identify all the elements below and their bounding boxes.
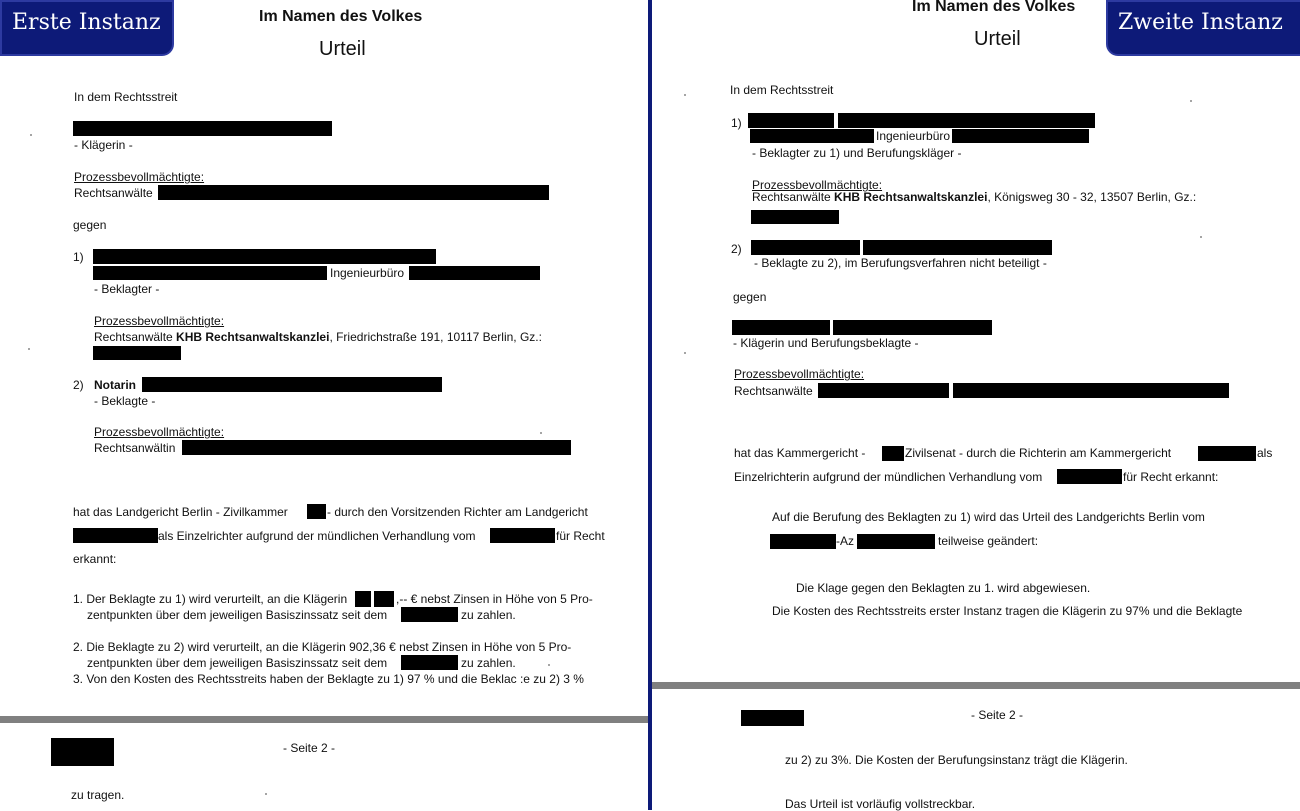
redaction	[374, 591, 394, 607]
right-klaegerin-role: - Klägerin und Berufungsbeklagte -	[733, 336, 919, 350]
right-title: Urteil	[974, 28, 1021, 50]
left-court-2b: für Recht	[556, 529, 605, 543]
left-n2: 2)	[73, 378, 84, 392]
right-pb-label: Prozessbevollmächtigte:	[752, 178, 883, 192]
right-ra-prefix: Rechtsanwälte	[734, 384, 813, 398]
left-khb-line: Rechtsanwälte KHB Rechtsanwaltskanzlei, Friedrichstraße 191, 10117 Berlin, Gz.:	[94, 330, 542, 344]
right-n1: 1)	[731, 116, 742, 130]
right-ingenieurbuero: Ingenieurbüro	[876, 129, 951, 143]
left-p2-a: 2. Die Beklagte zu 2) wird verurteilt, an die Klägerin 902,36 € nebst Zinsen in Höhe von 5 Pro-	[73, 640, 572, 654]
left-title: Urteil	[319, 38, 366, 60]
left-klaegerin-role: - Klägerin -	[74, 138, 133, 152]
redaction	[751, 240, 860, 255]
left-p3: 3. Von den Kosten des Rechtsstreits haben der Beklagte zu 1) 97 % und die Beklac :e zu 2) 3 %	[73, 672, 584, 686]
second-instance-badge: Zweite Instanz	[1106, 0, 1300, 56]
right-header: Im Namen des Volkes	[912, 0, 1076, 15]
right-court-2a: Einzelrichterin aufgrund der mündlichen Verhandlung vom	[734, 470, 1043, 484]
redaction	[838, 113, 1095, 128]
left-header: Im Namen des Volkes	[259, 8, 423, 25]
page-break	[652, 682, 1300, 689]
redaction	[158, 185, 549, 200]
right-court-1b: Zivilsenat - durch die Richterin am Kammergericht	[905, 446, 1172, 460]
right-intro: In dem Rechtsstreit	[730, 83, 834, 97]
left-court-1a: hat das Landgericht Berlin - Zivilkammer	[73, 505, 288, 519]
left-n1: 1)	[73, 250, 84, 264]
redaction	[182, 440, 571, 455]
right-khb-line: Rechtsanwälte KHB Rechtsanwaltskanzlei, Königsweg 30 - 32, 13507 Berlin, Gz.:	[752, 190, 1197, 204]
left-p1-c: zentpunkten über dem jeweiligen Basiszinssatz seit dem	[87, 608, 388, 622]
redaction	[307, 504, 326, 519]
scan-speck	[540, 432, 542, 434]
left-p1-d: zu zahlen.	[461, 608, 516, 622]
left-rain-prefix: Rechtsanwältin	[94, 441, 176, 455]
redaction	[952, 129, 1089, 143]
left-court-2a: als Einzelrichter aufgrund der mündlichen Verhandlung vom	[158, 529, 476, 543]
left-beklagte-role: - Beklagte -	[94, 394, 156, 408]
scan-speck	[1200, 236, 1202, 238]
redaction	[770, 534, 836, 549]
redaction	[409, 266, 540, 280]
redaction	[142, 377, 442, 392]
left-pb-label: Prozessbevollmächtigte:	[74, 170, 205, 184]
right-court-1c: als	[1257, 446, 1273, 460]
scan-speck	[28, 348, 30, 350]
right-p4: zu 2) zu 3%. Die Kosten der Berufungsinstanz trägt die Klägerin.	[785, 753, 1128, 767]
right-p2: Die Klage gegen den Beklagten zu 1. wird abgewiesen.	[796, 581, 1091, 595]
right-gegen: gegen	[733, 290, 767, 304]
left-gegen: gegen	[73, 218, 107, 232]
scan-speck	[684, 94, 686, 96]
left-ingenieurbuero: Ingenieurbüro	[330, 266, 405, 280]
left-court-3: erkannt:	[73, 552, 117, 566]
redaction	[73, 528, 158, 543]
redaction	[1198, 446, 1256, 461]
right-pb-label-2: Prozessbevollmächtigte:	[734, 367, 865, 381]
scan-speck	[265, 793, 267, 795]
redaction	[1057, 469, 1122, 484]
left-pb-label-2: Prozessbevollmächtigte:	[94, 314, 225, 328]
redaction	[748, 113, 834, 128]
redaction	[93, 346, 181, 360]
redaction	[741, 710, 804, 726]
redaction	[863, 240, 1052, 255]
left-notarin: Notarin	[94, 378, 136, 392]
redaction	[93, 249, 436, 264]
page-break	[0, 716, 648, 723]
redaction	[750, 129, 874, 143]
scan-speck	[30, 134, 32, 136]
left-p1-a: 1. Der Beklagte zu 1) wird verurteilt, an die Klägerin	[73, 592, 348, 606]
redaction	[732, 320, 830, 335]
redaction	[51, 738, 114, 766]
left-pb-label-3: Prozessbevollmächtigte:	[94, 425, 225, 439]
right-p1-c: teilweise geändert:	[938, 534, 1039, 548]
right-beklagter-role: - Beklagter zu 1) und Berufungskläger -	[752, 146, 962, 160]
scan-speck	[684, 352, 686, 354]
right-p1-a: Auf die Berufung des Beklagten zu 1) wird das Urteil des Landgerichts Berlin vom	[772, 510, 1205, 524]
right-court-2b: für Recht erkannt:	[1123, 470, 1219, 484]
redaction	[857, 534, 935, 549]
right-n2: 2)	[731, 242, 742, 256]
left-p2-d: zu zahlen.	[461, 656, 516, 670]
redaction	[355, 591, 371, 607]
redaction	[401, 655, 458, 670]
right-p3: Die Kosten des Rechtsstreits erster Instanz tragen die Klägerin zu 97% und die Beklagte	[772, 604, 1243, 618]
redaction	[401, 607, 458, 622]
left-court-1b: - durch den Vorsitzenden Richter am Landgericht	[327, 505, 588, 519]
right-p5: Das Urteil ist vorläufig vollstreckbar.	[785, 797, 976, 811]
right-beklagte-role: - Beklagte zu 2), im Berufungsverfahren nicht beteiligt -	[754, 256, 1047, 270]
redaction	[93, 266, 327, 280]
right-p1-b: -Az	[836, 534, 854, 548]
right-court-1a: hat das Kammergericht -	[734, 446, 866, 460]
left-page-number: - Seite 2 -	[283, 741, 336, 755]
scan-speck	[1190, 100, 1192, 102]
left-zu-tragen: zu tragen.	[71, 788, 125, 802]
redaction	[818, 383, 949, 398]
left-beklagter-role: - Beklagter -	[94, 282, 160, 296]
redaction	[833, 320, 992, 335]
redaction	[751, 210, 839, 224]
first-instance-badge: Erste Instanz	[0, 0, 174, 56]
left-p1-b: ,-- € nebst Zinsen in Höhe von 5 Pro-	[396, 592, 593, 606]
redaction	[73, 121, 332, 136]
redaction	[490, 528, 555, 543]
scan-speck	[548, 664, 550, 666]
left-p2-c: zentpunkten über dem jeweiligen Basiszinssatz seit dem	[87, 656, 388, 670]
left-ra-prefix: Rechtsanwälte	[74, 186, 153, 200]
right-page-number: - Seite 2 -	[971, 708, 1024, 722]
redaction	[953, 383, 1229, 398]
redaction	[882, 446, 904, 461]
left-intro: In dem Rechtsstreit	[74, 90, 178, 104]
